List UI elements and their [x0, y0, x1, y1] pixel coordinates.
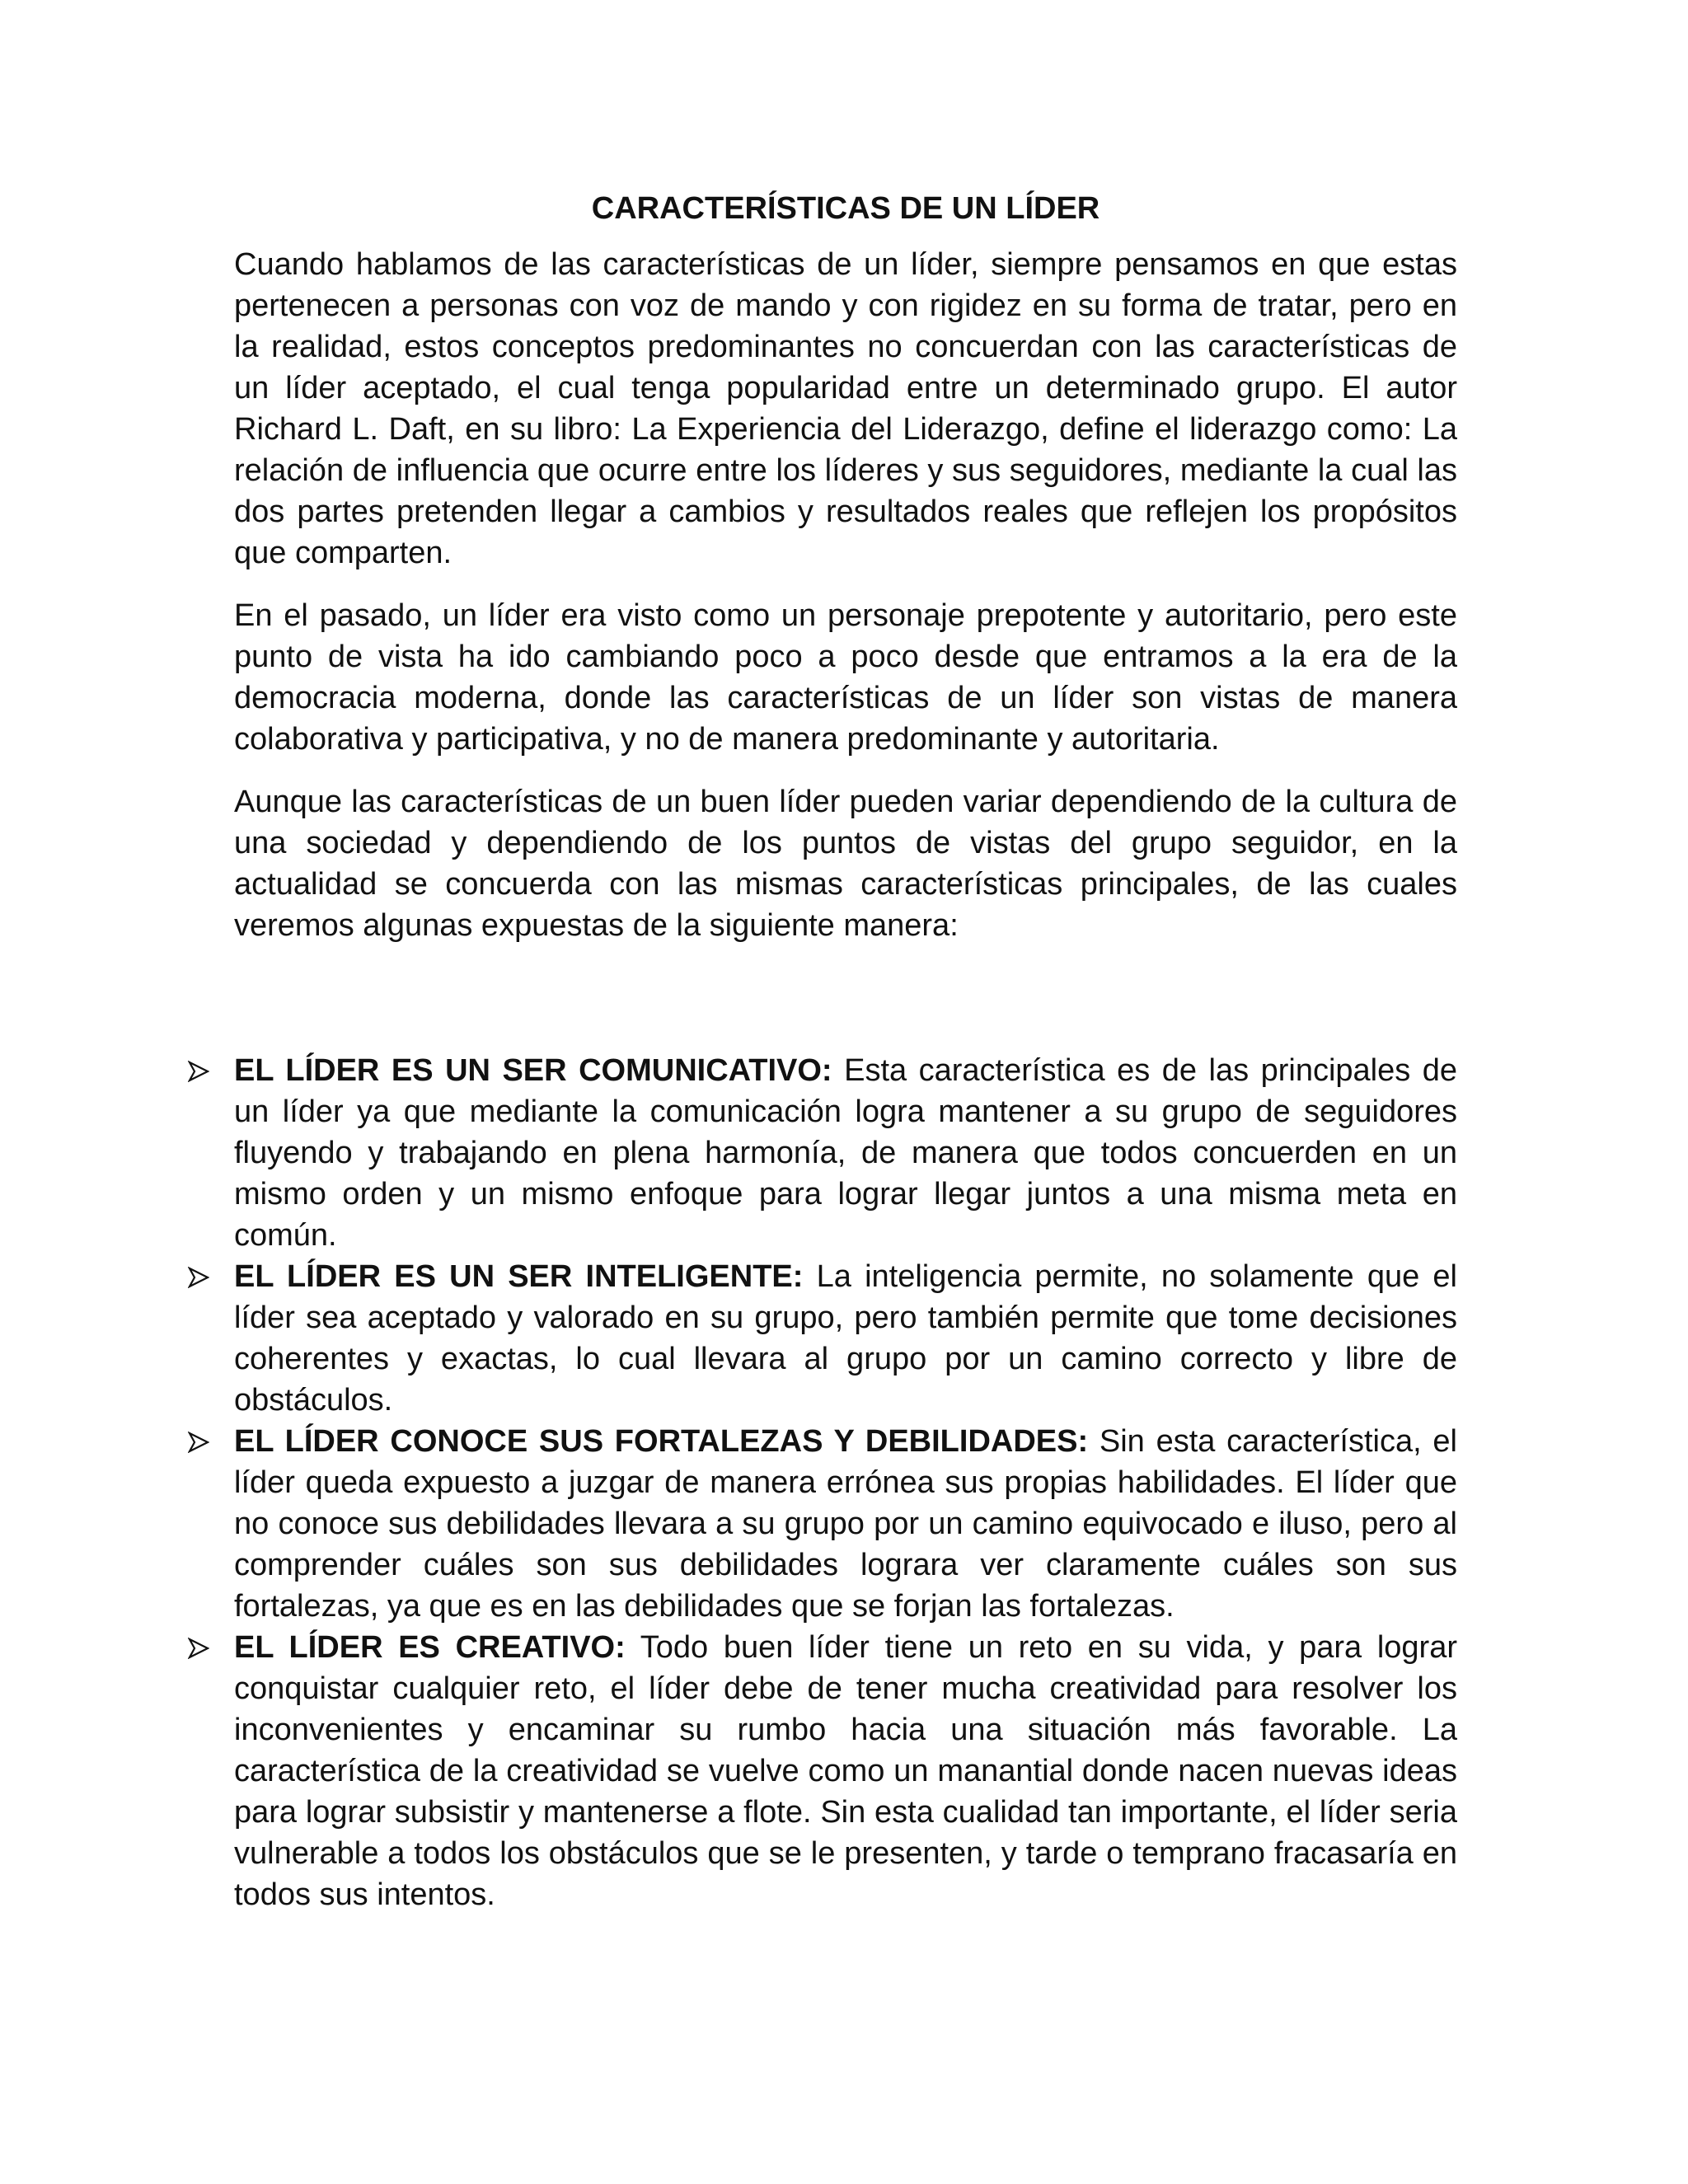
list-item	[234, 1627, 1457, 1915]
list-item-heading: EL LÍDER ES UN SER COMUNICATIVO:	[234, 1053, 832, 1088]
intro-paragraph: Cuando hablamos de las características de un líder, siempre pensamos en que estas pertenecen a personas con voz de mando y con rigidez en su forma de tratar, pero en la realidad, estos conceptos predominantes no concuerdan con las características de un líder aceptado, el cual tenga popularidad entre un determinado grupo. El autor Richard L. Daft, en su libro: La Experiencia del Liderazgo, define el liderazgo como: La relación de influencia que ocurre entre los líderes y sus seguidores, mediante la cual las dos partes pretenden llegar a cambios y resultados reales que reflejen los propósitos que comparten.	[234, 247, 1457, 570]
list-item-text: Todo buen líder tiene un reto en su vida, y para lograr conquistar cualquier reto, el líder debe de tener mucha creatividad para resolver los inconvenientes y encaminar su rumbo hacia una situación más favorable. La característica de la creatividad se vuelve como un manantial donde nacen nuevas ideas para lograr subsistir y mantenerse a flote. Sin esta cualidad tan importante, el líder seria vulnerable a todos los obstáculos que se le presenten, y tarde o temprano fracasaría en todos sus intentos.	[234, 1630, 1458, 1912]
arrowhead-bullet-icon	[188, 1432, 209, 1453]
characteristics-list	[234, 1050, 1457, 1915]
list-item-text: Sin esta característica, el líder queda expuesto a juzgar de manera errónea sus propias habilidades. El líder que no conoce sus debilidades llevara a su grupo por un camino equivocado e iluso, pero al comprender cuáles son sus debilidades lograra ver claramente cuáles son sus fortalezas, ya que es en las debilidades que se forjan las fortalezas.	[234, 1424, 1457, 1624]
section-spacer	[234, 968, 1457, 1050]
list-item-heading: EL LÍDER ES CREATIVO:	[234, 1630, 626, 1665]
list-item-heading: EL LÍDER ES UN SER INTELIGENTE:	[234, 1259, 804, 1294]
list-item	[234, 1256, 1457, 1421]
arrowhead-bullet-icon	[188, 1267, 209, 1288]
document-page	[234, 188, 1457, 1915]
history-paragraph: En el pasado, un líder era visto como un personaje prepotente y autoritario, pero este punto de vista ha ido cambiando poco a poco desde que entramos a la era de la democracia moderna, donde las características de un líder son vistas de manera colaborativa y participativa, y no de manera predominante y autoritaria.	[234, 598, 1457, 757]
list-item	[234, 1421, 1457, 1627]
list-item-text: Esta característica es de las principales de un líder ya que mediante la comunicación logra mantener a su grupo de seguidores fluyendo y trabajando en plena harmonía, de manera que todos concuerden en un mismo orden y un mismo enfoque para lograr llegar juntos a una misma meta en común.	[234, 1053, 1458, 1253]
list-item	[234, 1050, 1457, 1256]
summary-paragraph: Aunque las características de un buen líder pueden variar dependiendo de la cultura de una sociedad y dependiendo de los puntos de vistas del grupo seguidor, en la actualidad se concuerda con las mismas características principales, de las cuales veremos algunas expuestas de la siguiente manera:	[234, 785, 1457, 943]
arrowhead-bullet-icon	[188, 1638, 209, 1659]
list-item-heading: EL LÍDER CONOCE SUS FORTALEZAS Y DEBILIDADES:	[234, 1424, 1089, 1459]
list-item-text: La inteligencia permite, no solamente que el líder sea aceptado y valorado en su grupo, pero también permite que tome decisiones coherentes y exactas, lo cual llevara al grupo por un camino correcto y libre de obstáculos.	[234, 1259, 1457, 1418]
arrowhead-bullet-icon	[188, 1061, 209, 1082]
document-title: CARACTERÍSTICAS DE UN LÍDER	[591, 191, 1100, 226]
